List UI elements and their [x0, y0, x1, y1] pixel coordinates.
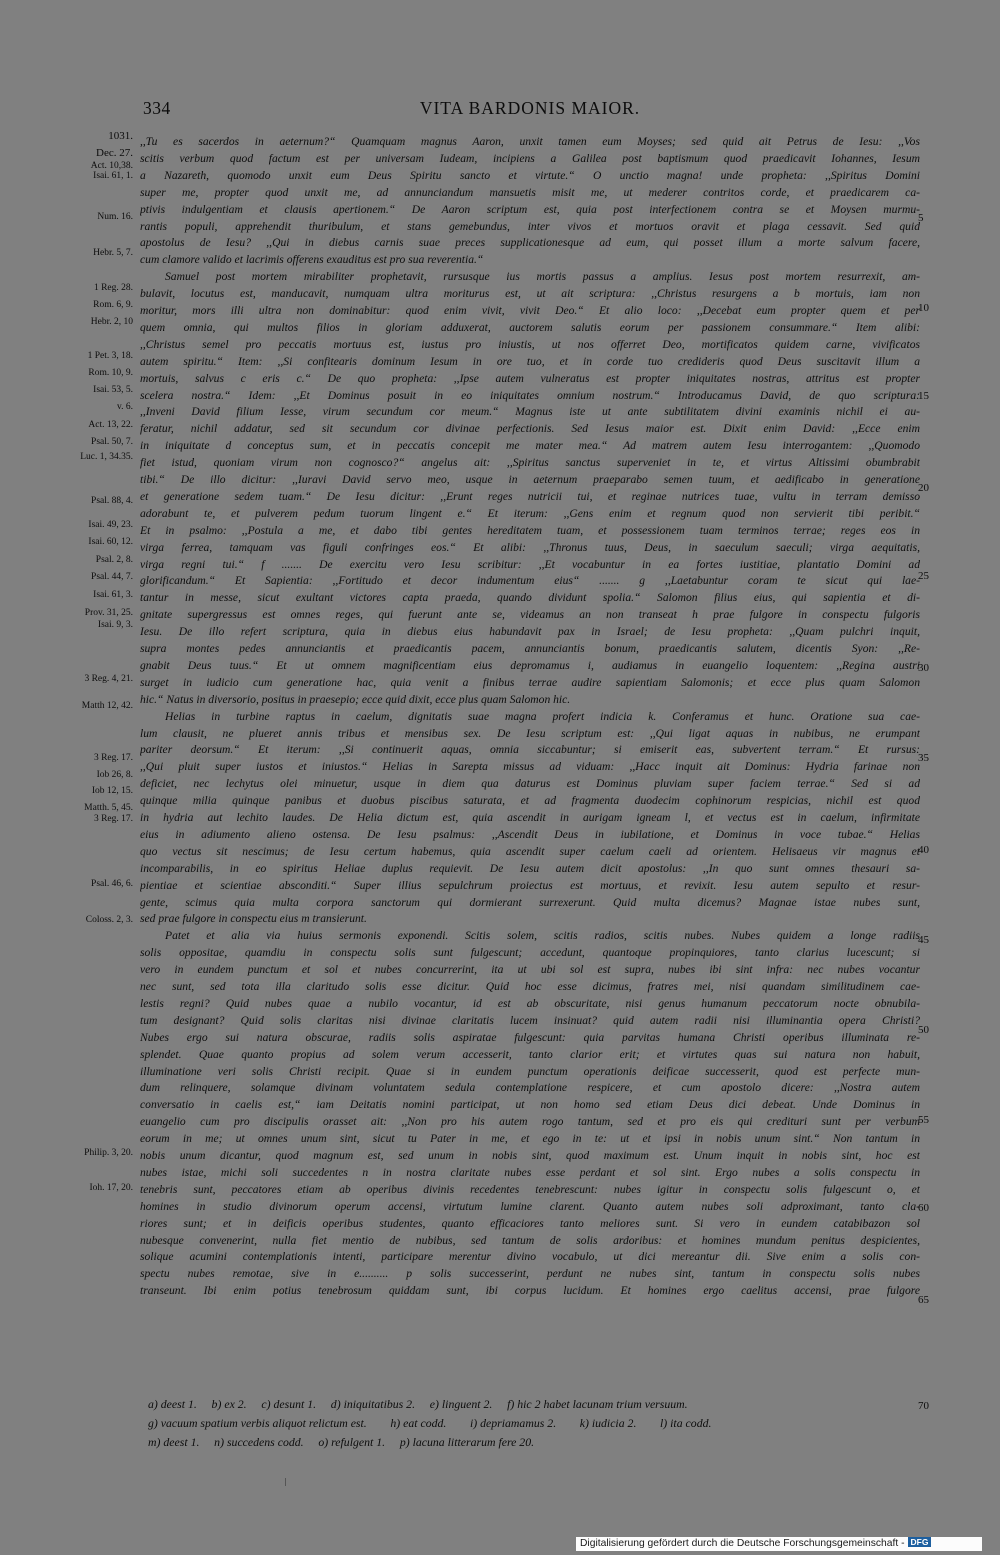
- line-number: 20: [918, 482, 929, 494]
- text-line: ,,Tu es sacerdos in aeternum?“ Quamquam magnus Aaron, unxit tamen eum Moyses; sed quid ait Petrus de Iesu: ,,Vos: [140, 135, 920, 148]
- text-line: deficiet, nec lechytus olei minuetur, usque in diem qua daturus est Dominus pluviam super faciem terrae.“ Sed si ad: [140, 777, 920, 791]
- line-number: 70: [918, 1400, 929, 1412]
- marginal-reference: Isai. 61, 3.: [93, 590, 133, 600]
- marginal-reference: Hebr. 5, 7.: [93, 248, 133, 258]
- page-header: [140, 98, 920, 124]
- marginal-reference: Dec. 27.: [96, 147, 133, 159]
- text-line: euangelio cum pro discipulis orasset ait: ,,Non pro his autem rogo tantum, sed et pro eis qui credituri sunt per verbum: [140, 1115, 920, 1129]
- text-line: dum relinquere, solamque divinam voluntatem sedula contemplatione respicere, et cum apostolo dicere: ,,Nostra autem: [140, 1081, 920, 1095]
- marginal-reference: 3 Reg. 4, 21.: [84, 674, 133, 684]
- marginal-reference: 3 Reg. 17.: [93, 753, 133, 763]
- text-line: glorificandum.“ Et Sapientia: ,,Fortitudo et decor indumentum eius“ ....... g ,,Laetabuntur coram te sicut qui lae-: [140, 574, 920, 588]
- marginal-reference: Psal. 88, 4.: [91, 496, 133, 506]
- footnote-line: a) deest 1. b) ex 2. c) desunt 1. d) iniquitatibus 2. e) linguent 2. f) hic 2 habet lacunam trium versuum.: [148, 1397, 688, 1411]
- footer-text: Digitalisierung gefördert durch die Deutsche Forschungsgemeinschaft -: [580, 1538, 905, 1549]
- marginal-reference: Psal. 44, 7.: [91, 572, 133, 582]
- text-line: surget in iudicio cum generatione hac, quia venit a finibus terrae audire sapientiam Salomonis; et ecce plus quam Salomon: [140, 675, 920, 689]
- text-line: cum clamore valido et lacrimis offerens exauditus est pro sua reverentia.“: [140, 253, 484, 267]
- text-line: eius in adiumento alieno ostensa. De Iesu psalmus: ,,Ascendit Deus in iubilatione, et Dominus in voce tubae.“ Helias: [140, 827, 920, 841]
- marginal-reference: Psal. 50, 7.: [91, 437, 133, 447]
- marginal-reference: Coloss. 2, 3.: [85, 915, 133, 925]
- text-line: adorabunt te, et pulverem pedum tuorum lingent e.“ Et iterum: ,,Gens enim et regnum quod non servierit tibi peribit.“: [140, 506, 920, 520]
- text-line: pientiae et scientiae absconditi.“ Super illius sepulchrum proiectus est mortuus, et revixit. Iesu autem sepulto et resur-: [140, 878, 920, 892]
- marginal-reference: 3 Reg. 17.: [93, 814, 133, 824]
- text-line: ptivis indulgentiam et clausis apertionem.“ De Aaron scriptum est, quia post interfectionem contra se et Moysen murmu-: [140, 202, 920, 216]
- line-number: 65: [918, 1294, 929, 1306]
- line-number: 15: [918, 390, 929, 402]
- text-line: pariter deorsum.“ Et iterum: ,,Si continuerit aquas, omnia siccabuntur; si emiserit eas, subvertent terram.“ Et rursus:: [140, 743, 920, 757]
- text-line: homines in studio divinorum operum accensi, virtutum lumine clarent. Quanto autem nubes soli adproximant, tanto cla-: [140, 1199, 920, 1213]
- text-line: in hydria aut lechito laudes. De Helia dictum est, quia ascendit in aurigam igneam l, et vectus est in caelum, infirmitate: [140, 811, 920, 824]
- text-line: Helias in turbine raptus in caelum, dignitatis suae magna profert indicia k. Conferamus et hunc. Oratione sua cae-: [165, 709, 920, 723]
- marginal-reference: Matth 12, 42.: [81, 701, 133, 711]
- text-line: tenebris sunt, peccatores etiam ab operibus divinis recedentes tenebrescunt: nubes igitur in conspectu solis fulgescunt o, et: [140, 1182, 920, 1196]
- line-number: 60: [918, 1202, 929, 1214]
- line-number: 5: [918, 212, 924, 224]
- text-line: tibi.“ De illo dicitur: ,,Iuravi David servo meo, usque in aeternum praeparabo semen tuum, et aedificabo in generatione: [140, 473, 920, 486]
- text-line: nec sunt, sed tota illa claritudo solis esse dicitur. Quid hoc esse dicimus, fratres mei, nisi quandam similitudinem cae-: [140, 980, 920, 993]
- text-line: conversatio in caelis est,“ iam Deitatis nomini participat, ut non homo sed etiam Deus dici debeat. Unde Dominus in: [140, 1098, 920, 1112]
- marginal-reference: Rom. 6, 9.: [93, 300, 133, 310]
- text-line: quinque milia quinque panibus et duobus piscibus saturata, et ad fragmenta duodecim cophinorum respicias, nichil est quod: [140, 794, 920, 808]
- text-line: nubes istae, michi soli succedentes n in nostra claritate nubes esse perdant et sol sint. Ergo nubes a solis conspectu in: [140, 1165, 920, 1179]
- text-line: in iniquitate d conceptus sum, et in peccatis concepit me mater mea.“ Ad matrem autem Iesu interrogantem: ,,Quomodo: [140, 439, 920, 453]
- text-line: solis oppositae, quamdiu in conspectu solis sunt fulgescunt; accedunt, quantoque propinquiores, tanto clarius lucescunt; si: [140, 946, 920, 960]
- marginal-reference: Isai. 53, 5.: [93, 385, 133, 395]
- text-line: rantis populi, apprehendit thuribulum, et stans gemebundus, inter vivos et mortuos oravit et plaga cessavit. Sed quid: [140, 219, 920, 233]
- text-line: lestis regni? Quid nubes quae a nubilo vocantur, id est ab obscuritate, nisi genus humanum peccatorum nocte obnubila-: [140, 996, 920, 1010]
- marginal-reference: 1 Reg. 28.: [93, 283, 133, 293]
- text-line: virga ferrea, tamquam vas figuli confringes eos.“ Et alibi: ,,Thronus tuus, Deus, in saeculum saeculi; virga aequitatis,: [140, 540, 920, 554]
- marginal-reference: Isai. 49, 23.: [88, 520, 133, 530]
- marginal-reference: 1 Pet. 3, 18.: [87, 351, 133, 361]
- text-line: Iesu. De illo refert scriptura, quia in diebus eius habundavit pax in Israel; de Iesu propheta: ,,Quam pulchri inquit,: [140, 625, 920, 639]
- line-number: 45: [918, 934, 929, 946]
- text-line: ,,Inveni David filium Iesse, virum secundum cor meum.“ Magnus iste ut ante subtilitatem divini examinis nichil ei au-: [140, 405, 920, 419]
- text-line: apostolus de Iesu? ,,Qui in diebus carnis suae preces supplicationesque ad eum, qui posset illum a morte salvum facere,: [140, 236, 920, 250]
- text-line: splendet. Quae quanto propius ad solem verum accesserit, tanto clarior erit; et virtutes quas sui natura non habuit,: [140, 1047, 920, 1061]
- dfg-logo: DFG: [908, 1537, 932, 1547]
- text-line: et generatione sedem tuam.“ De Iesu dicitur: ,,Erunt reges nutricii tui, et reginae nutrices tuae, vultu in terram demisso: [140, 489, 920, 503]
- text-line: bulavit, locutus est, manducavit, numquam ultra moriturus est, ut ait scriptura: ,,Christus resurgens a b mortuis, iam non: [140, 287, 920, 301]
- text-line: eorum in me; ut omnes unum sint, sicut tu Pater in me, et ego in te: ut et ipsi in nobis unum sint.“ Non tantum in: [140, 1132, 920, 1146]
- text-line: tum designant? Quid solis claritas nisi divinae claritatis lucem insinuat? quid autem radii nisi illuminantia opera Christi?: [140, 1013, 920, 1027]
- marginal-reference: Num. 16.: [97, 212, 133, 222]
- text-line: gnabit Deus tuus.“ Et ut omnem magnificentiam eius depromamus i, audiamus in euangelio loquentem: ,,Regina austri: [140, 658, 920, 672]
- text-line: Nubes ergo sui natura obscurae, radiis solis aspiratae fulgescunt: quia parvitas humana Christi operibus illuminata re-: [140, 1030, 920, 1044]
- text-line: nobis unum dicantur, quod magnum est, sed unum in nobis sint, quod maximum est. Unum inquit in nobis sint, hoc est: [140, 1149, 920, 1162]
- text-line: ,,Qui pluit super iustos et iniustos.“ Helias in Sarepta missus ad viduam: ,,Hacc inquit ait Dominus: Hydria farinae non: [140, 760, 920, 774]
- text-line: gnitate supergressus est omnes reges, qui fuerunt ante se, videamus an non transeat h prae fulgore in conspectu fulgoris: [140, 608, 920, 622]
- marginal-reference: Philip. 3, 20.: [84, 1148, 133, 1158]
- marginal-reference: Psal. 2, 8.: [95, 555, 133, 565]
- marginal-reference: Hebr. 2, 10: [90, 317, 133, 327]
- line-number: 30: [918, 662, 929, 674]
- line-number: 25: [918, 570, 929, 582]
- text-line: mortuis, salvus c eris c.“ De quo propheta: ,,Ipse autem vulneratus est propter iniquitates nostras, attritus est propter: [140, 371, 920, 385]
- text-line: illuminatione veri solis Christi recipit. Quae si in eundem punctum operationis deificae successerit, quod est perfecte mun-: [140, 1064, 920, 1078]
- text-line: incomparabilis, in eo spiritus Heliae duplus requievit. De Iesu autem dicit apostolus: ,,In quo sunt omnes thesauri sa-: [140, 861, 920, 875]
- text-line: Patet et alia via huius sermonis exponendi. Scitis solem, scitis radios, scitis nubes. Nubes quidem a longe radiis: [165, 929, 920, 943]
- digitization-footer: [576, 1537, 982, 1551]
- text-line: spectu nubes remotae, sive in e.......... p solis successerint, perdunt ne nubes sint, tantum in conspectu solis nubes: [140, 1267, 920, 1281]
- text-line: autem spiritu.“ Item: ,,Si confitearis dominum Iesum in ore tuo, et in corde tuo credideris quod Deus suscitavit illum a: [140, 354, 920, 368]
- line-number: 55: [918, 1114, 929, 1126]
- text-line: quo vectus sit nescimus; de Iesu certum habemus, quia ascendit super caelum caeli ad orientem. Helisaeus vir magnus et: [140, 844, 920, 858]
- text-line: hic.“ Natus in diversorio, positus in praesepio; ecce quid dixit, ecce plus quam Salomon hic.: [140, 692, 571, 706]
- text-line: scitis verbum quod factum est per universam Iudeam, incipiens a Galilea post baptismum quod praedicavit Iohannes, Iesum: [140, 151, 920, 165]
- marginal-reference: Matth. 5, 45.: [84, 803, 133, 813]
- text-line: riores sunt; et in deificis operibus studentes, quanto efficaciores tanto meliores sunt. Si vero in eundem catabibazon sol: [140, 1216, 920, 1230]
- text-line: gente, scimus quia multa corpora sanctorum qui dormierant surrexerunt. Quid multa dicemus? Magnae istae nubes sunt,: [140, 895, 920, 909]
- text-line: scelera nostra.“ Idem: ,,Et Dominus posuit in eo iniquitates omnium nostrum.“ Introducamus David, de quo scriptura:: [140, 388, 920, 402]
- line-number: 40: [918, 844, 929, 856]
- running-title: VITA BARDONIS MAIOR.: [419, 98, 641, 118]
- marginal-reference: Iob 12, 15.: [91, 786, 133, 796]
- text-line: feratur, nichil addatur, sed sit secundum cor divinae perfectionis. Sed Iesus maior est. Dixit enim David: ,,Ecce enim: [140, 422, 920, 436]
- marginal-reference: v. 6.: [116, 402, 133, 412]
- text-line: solique acumini contemplationis intenti, participare merentur divino vocabulo, ut dici mereantur dii. Sive enim a solis con-: [140, 1250, 920, 1264]
- text-line: super me, propter quod unxit me, ad annunciandum mansuetis misit me, ut mederer contritos corde, et praedicarem ca-: [140, 185, 920, 199]
- text-line: moritur, mors illi ultra non dominabitur: quod enim vivit, vivit Deo.“ Et alio loco: ,,Decebat eum propter quem et per: [140, 304, 920, 317]
- text-line: Et in psalmo: ,,Postula a me, et dabo tibi gentes hereditatem tuam, et possessionem tuam terminos terrae; reges eos in: [140, 523, 920, 537]
- marginal-reference: Psal. 46, 6.: [91, 879, 133, 889]
- text-line: tantur in messe, sicut exultant victores capta praeda, quando dividunt spolia.“ Salomon filius eius, qui sapientia et di-: [140, 591, 920, 605]
- footnote-line: m) deest 1. n) succedens codd. o) refulgent 1. p) lacuna litterarum fere 20.: [148, 1435, 535, 1449]
- marginal-reference: Iob 26, 8.: [96, 770, 133, 780]
- text-line: virga regni tui.“ f ....... De exercitu vero Iesu scribitur: ,,Et vocabuntur in ea fortes iustitiae, plantatio Domini ad: [140, 557, 920, 571]
- marginal-reference: Act. 10,38.: [90, 161, 133, 171]
- marginal-reference: Isai. 61, 1.: [93, 171, 133, 181]
- line-number: 50: [918, 1024, 929, 1036]
- marginal-reference: Luc. 1, 34.35.: [80, 452, 133, 462]
- text-line: quem omnia, qui multos filios in gloriam adduxerat, auctorem salutis eorum per passionem consummare.“ Item alibi:: [140, 320, 920, 334]
- text-line: supra montes pedes annunciantis et praedicantis pacem, annunciantis bonum, praedicantis salutem, dicentis Syon: ,,Re-: [140, 642, 920, 655]
- divider-tick: [285, 1478, 286, 1486]
- text-line: lum clausit, ne plueret annis tribus et mensibus sex. De Iesu scriptum est: ,,Qui ligat aquas in nubibus, ne erumpant: [140, 726, 920, 740]
- marginal-reference: Prov. 31, 25.: [84, 608, 133, 618]
- marginal-reference: Act. 13, 22.: [88, 420, 133, 430]
- marginal-reference: 1031.: [108, 130, 133, 142]
- footnote-line: g) vacuum spatium verbis aliquot relictum est. h) eat codd. i) depriamamus 2. k) iudicia 2. l) ita codd.: [148, 1416, 712, 1430]
- text-line: sed prae fulgore in conspectu eius m transierunt.: [140, 912, 367, 926]
- marginal-reference: Rom. 10, 9.: [88, 368, 133, 378]
- page-number: 334: [143, 98, 171, 118]
- text-line: Samuel post mortem mirabiliter prophetavit, rursusque ius mortis passus a amplius. Iesus post mortem resurrexit, am-: [165, 270, 920, 284]
- text-line: nubesque convenerint, nulla fiet mentio de nubibus, sed tantum de solis ardoribus: et homines mundum penitus despicientes,: [140, 1233, 920, 1247]
- marginal-reference: Isai. 9, 3.: [97, 620, 133, 630]
- marginal-reference: Isai. 60, 12.: [88, 537, 133, 547]
- text-line: vero in eundem punctum et sol et nubes concurrerint, ita ut ubi sol est supra, nubes ibi sint infra: nec nubes vocantur: [140, 963, 920, 977]
- text-line: transeunt. Ibi enim potius tenebrosum quiddam sunt, ibi corpus lucidum. Et homines ergo caelitus accensi, prae fulgore: [140, 1284, 920, 1298]
- text-line: a Nazareth, quomodo unxit eum Deus Spiritu sancto et virtute.“ O unctio magna! unde propheta: ,,Spiritus Domini: [140, 168, 920, 182]
- marginal-reference: Ioh. 17, 20.: [89, 1183, 133, 1193]
- text-line: fiet istud, quoniam virum non cognosco?“ angelus ait: ,,Spiritus sanctus superveniet in te, et virtus Altissimi obumbrabit: [140, 456, 920, 470]
- text-line: ,,Christus semel pro peccatis mortuus est, iustus pro iniustis, ut nos offerret Deo, mortificatos quidem carne, vivificatos: [140, 337, 920, 351]
- line-number: 35: [918, 752, 929, 764]
- line-number: 10: [918, 302, 929, 314]
